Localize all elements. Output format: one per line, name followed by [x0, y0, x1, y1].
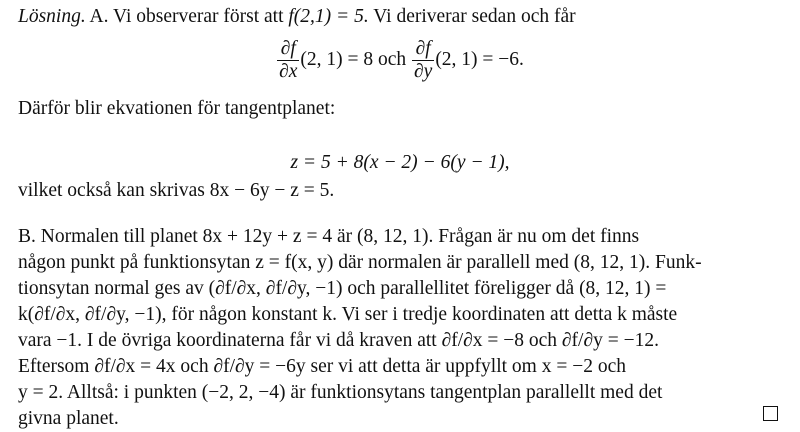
part-b-line-7: y = 2. Alltså: i punkten (−2, 2, −4) är funktionsytans tangentplan parallellt med det [18, 382, 663, 403]
partial-y-num: ∂f [412, 38, 434, 61]
partial-y-den: ∂y [414, 61, 433, 83]
partial-x-fraction [277, 38, 299, 83]
tangent-plane-equation: z = 5 + 8(x − 2) − 6(y − 1), [290, 152, 510, 173]
part-b-line-3: tionsytan normal ges av (∂f/∂x, ∂f/∂y, −1) och parallellitet föreligger då (8, 12, 1) = [18, 278, 667, 299]
partial-y-fraction [412, 38, 434, 83]
part-a-value-expr: f(2,1) = 5. [288, 6, 369, 27]
part-b-line-4: k(∂f/∂x, ∂f/∂y, −1), för någon konstant k. Vi ser i tredje koordinaten att detta k måste [18, 304, 678, 325]
part-a-intro: A. Vi observerar först att [89, 6, 284, 27]
part-a-intro-line [18, 4, 576, 30]
partial-x-tail: (2, 1) = 8 och [300, 49, 407, 70]
part-b-line-8: givna planet. [18, 408, 119, 429]
partial-y-tail: (2, 1) = −6. [435, 49, 524, 70]
therefore-line: Därför blir ekvationen för tangentplanet: [18, 98, 336, 119]
part-b-line-1: B. Normalen till planet 8x + 12y + z = 4 är (8, 12, 1). Frågan är nu om det finns [18, 226, 640, 247]
part-b-line-2: någon punkt på funktionsytan z = f(x, y) där normalen är parallell med (8, 12, 1). Funk- [18, 252, 702, 273]
partial-x-num: ∂f [277, 38, 299, 61]
also-written-line: vilket också kan skrivas 8x − 6y − z = 5. [18, 180, 335, 201]
part-a-then: Vi deriverar sedan och får [373, 6, 576, 27]
solution-label: Lösning. [18, 6, 86, 27]
part-b-line-5: vara −1. I de övriga koordinaterna får vi då kraven att ∂f/∂x = −8 och ∂f/∂y = −12. [18, 330, 659, 351]
part-b-line-6: Eftersom ∂f/∂x = 4x och ∂f/∂y = −6y ser vi att detta är uppfyllt om x = −2 och [18, 356, 626, 377]
partial-x-den: ∂x [279, 61, 298, 83]
partial-derivatives-line [0, 38, 800, 83]
qed-square-icon [763, 406, 778, 421]
